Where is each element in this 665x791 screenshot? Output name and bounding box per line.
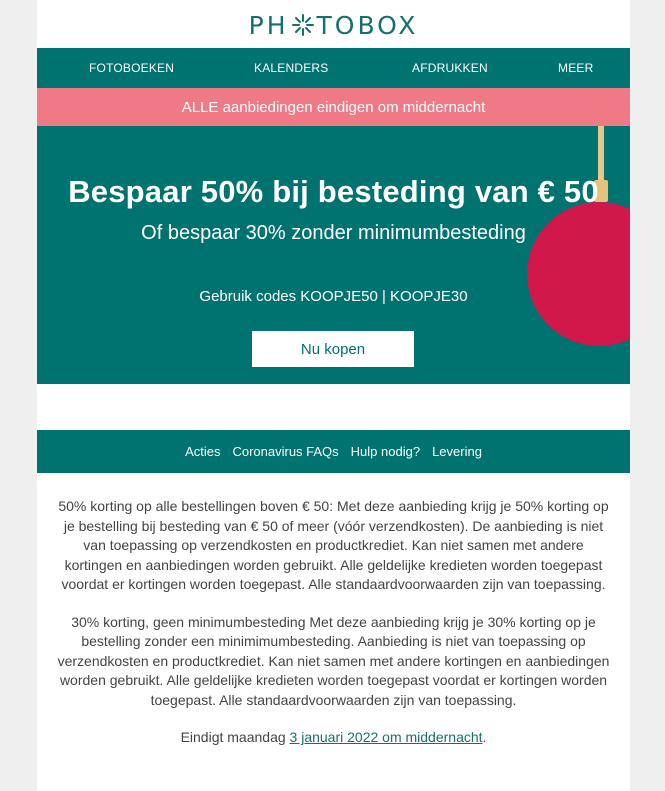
link-hulp-nodig[interactable]: Hulp nodig? [350,444,421,459]
promo-banner[interactable]: ALLE aanbiedingen eindigen om middernacht [37,88,630,126]
ends-suffix: . [482,729,487,745]
nav-item-afdrukken[interactable]: AFDRUKKEN [412,61,488,75]
main-nav [37,48,630,88]
star-icon [291,13,315,37]
hero-banner [37,126,630,384]
terms-30-percent: 30% korting, geen minimumbesteding Met deze aanbieding krijg je 30% korting op je bestelling zonder een minimimumbesteding. Aanbieding is niet van toepassing op verzendkosten en productkrediet. Kan niet samen met andere kortingen en aanbiedingen worden gebruikt. Alle geldelijke kredieten worden toegepast voordat er kortingen worden toegepast. Alle standaardvoorwaarden zijn van toepassing. [57,613,610,708]
terms-50-percent: 50% korting op alle bestellingen boven € 50: Met deze aanbieding krijg je 50% korting op je bestelling bij besteding van € 50 of meer (vóór verzendkosten). De aanbieding is niet van toepassing op verzendkosten en productkrediet. Kan niet samen met andere kortingen en aanbiedingen worden gebruikt. Alle geldelijke kredieten worden toegepast voordat er kortingen worden toegepast. Alle standaardvoorwaarden zijn van toepassing. [58,498,609,592]
nav-item-meer[interactable]: MEER [558,61,594,75]
end-date-link[interactable]: 3 januari 2022 om middernacht [289,729,483,745]
hero-subtitle: Of bespaar 30% zonder minimumbesteding [141,222,526,244]
ends-prefix: Eindigt maandag [180,729,290,745]
photobox-logo[interactable] [37,8,630,42]
hero-title: Bespaar 50% bij besteding van € 50 [68,174,599,209]
footer-links [37,430,630,473]
link-levering[interactable]: Levering [432,444,482,459]
buy-now-button[interactable]: Nu kopen [252,331,414,367]
logo-text-left: PH [248,10,289,40]
offer-end-date [57,728,610,748]
terms-section [57,497,610,766]
link-acties[interactable]: Acties [185,444,221,459]
email-body [37,0,630,791]
nav-item-fotoboeken[interactable]: FOTOBOEKEN [89,61,175,75]
link-coronavirus-faqs[interactable]: Coronavirus FAQs [232,444,339,459]
promo-codes: Gebruik codes KOOPJE50 | KOOPJE30 [199,288,468,305]
logo-text-right: TOBOX [316,10,419,40]
nav-item-kalenders[interactable]: KALENDERS [254,61,329,75]
